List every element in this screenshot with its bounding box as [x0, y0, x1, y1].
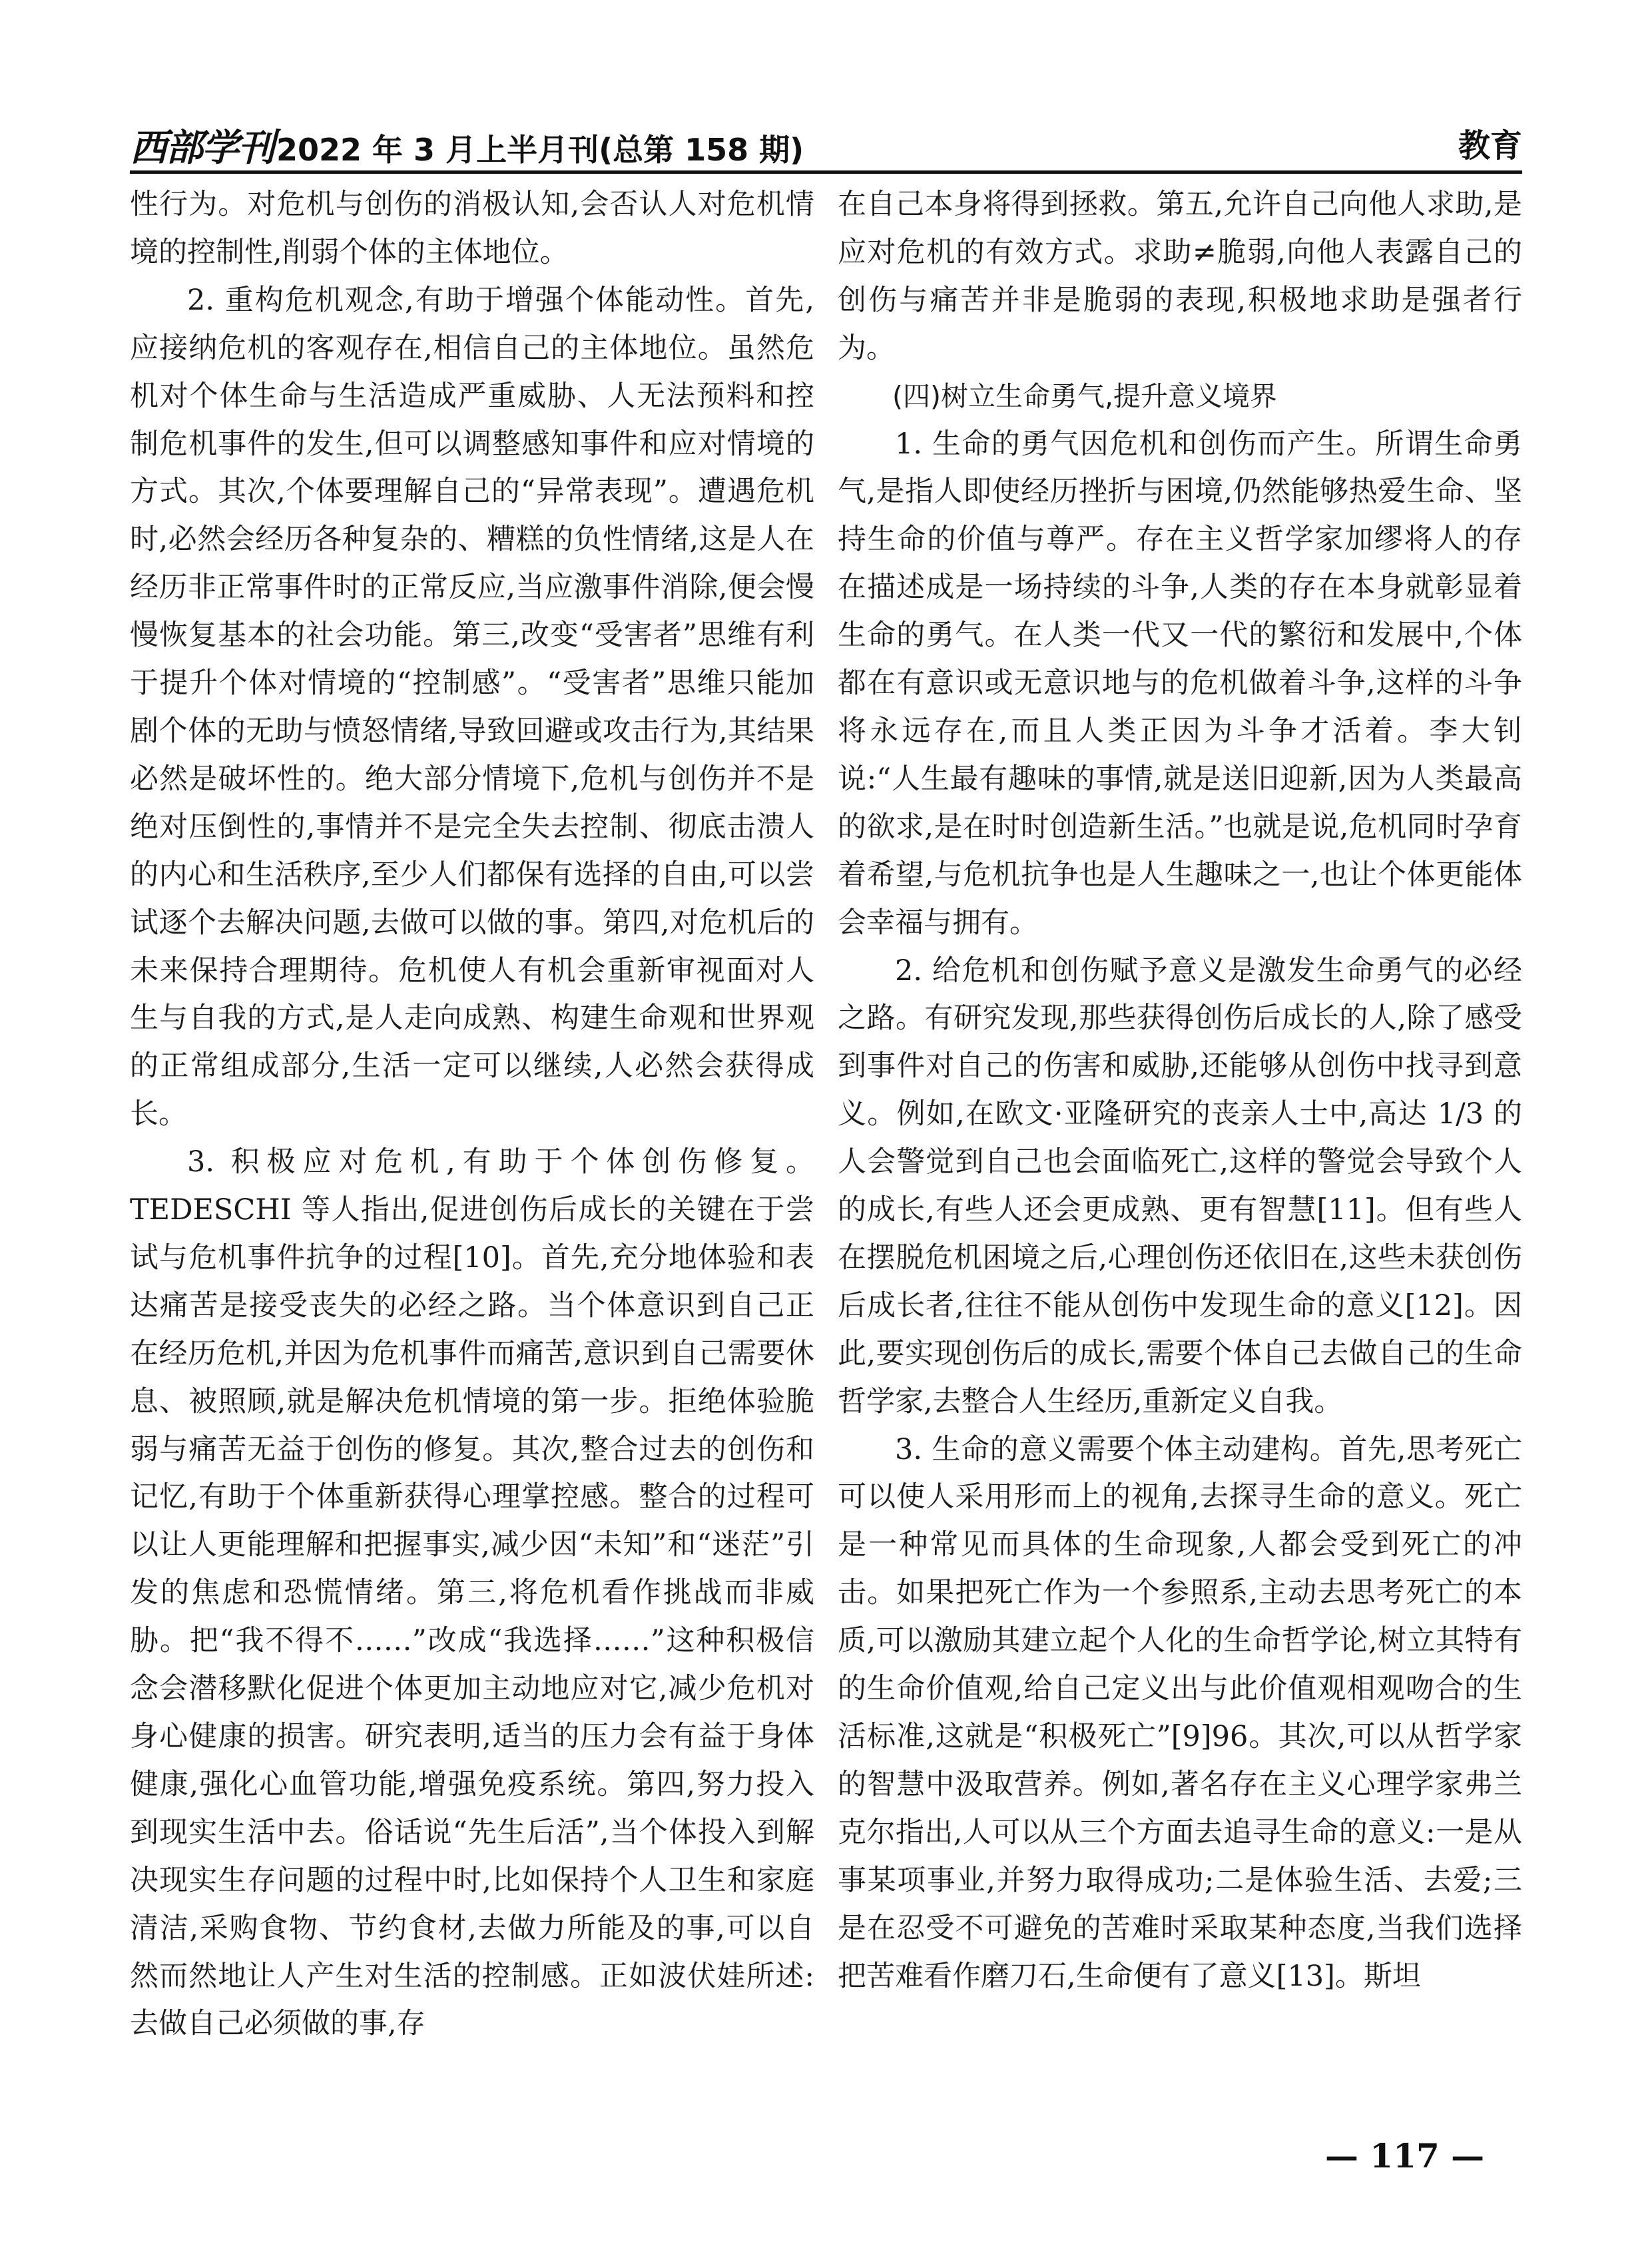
paragraph: 性行为。对危机与创伤的消极认知,会否认人对危机情境的控制性,削弱个体的主体地位。 [130, 188, 814, 269]
paragraph: 3. 积极应对危机,有助于个体创伤修复。TEDESCHI 等人指出,促进创伤后成长的关键在于尝试与危机事件抗争的过程[10]。首先,充分地体验和表达痛苦是接受丧失的必经之路。当个体意识到自己正在经历危机,并因为危机事件而痛苦,意识到自己需要休息、被照顾,就是解决危机情境的第一步。拒绝体验脆弱与痛苦无益于创伤的修复。其次,整合过去的创伤和记忆,有助于个体重新获得心理掌控感。整合的过程可以让人更能理解和把握事实,减少因“未知”和“迷茫”引发的焦虑和恐慌情绪。第三,将危机看作挑战而非威胁。把“我不得不……”改成“我选择……”这种积极信念会潜移默化促进个体更加主动地应对它,减少危机对身心健康的损害。研究表明,适当的压力会有益于身体健康,强化心血管功能,增强免疫系统。第四,努力投入到现实生活中去。俗话说“先生后活”,当个体投入到解决现实生存问题的过程中时,比如保持个人卫生和家庭清洁,采购食物、节约食材,去做力所能及的事,可以自然而然地让人产生对生活的控制感。正如波伏娃所述:去做自己必须做的事,存 [130, 1145, 814, 2041]
paragraph: 2. 给危机和创伤赋予意义是激发生命勇气的必经之路。有研究发现,那些获得创伤后成长的人,除了感受到事件对自己的伤害和威胁,还能够从创伤中找寻到意义。例如,在欧文·亚隆研究的丧亲人士中,高达 1/3 的人会警觉到自己也会面临死亡,这样的警觉会导致个人的成长,有些人还会更成熟、更有智慧[11]。但有些人在摆脱危机困境之后,心理创伤还依旧在,这些未获创伤后成长者,往往不能从创伤中发现生命的意义[12]。因此,要实现创伤后的成长,需要个体自己去做自己的生命哲学家,去整合人生经历,重新定义自我。 [838, 954, 1522, 1418]
section-label: 教育 [1458, 127, 1522, 164]
paragraph: 2. 重构危机观念,有助于增强个体能动性。首先,应接纳危机的客观存在,相信自己的主体地位。虽然危机对个体生命与生活造成严重威胁、人无法预料和控制危机事件的发生,但可以调整感知事件和应对情境的方式。其次,个体要理解自己的“异常表现”。遭遇危机时,必然会经历各种复杂的、糟糕的负性情绪,这是人在经历非正常事件时的正常反应,当应激事件消除,便会慢慢恢复基本的社会功能。第三,改变“受害者”思维有利于提升个体对情境的“控制感”。“受害者”思维只能加剧个体的无助与愤怒情绪,导致回避或攻击行为,其结果必然是破坏性的。绝大部分情境下,危机与创伤并不是绝对压倒性的,事情并不是完全失去控制、彻底击溃人的内心和生活秩序,至少人们都保有选择的自由,可以尝试逐个去解决问题,去做可以做的事。第四,对危机后的未来保持合理期待。危机使人有机会重新审视面对人生与自我的方式,是人走向成熟、构建生命观和世界观的正常组成部分,生活一定可以继续,人必然会获得成长。 [130, 283, 814, 1131]
right-column [838, 181, 1522, 2000]
issue-info: 2022 年 3 月上半月刊(总第 158 期) [276, 132, 804, 168]
page-number: — 117 — [1325, 2136, 1485, 2175]
paragraph: 3. 生命的意义需要个体主动建构。首先,思考死亡可以使人采用形而上的视角,去探寻生命的意义。死亡是一种常见而具体的生命现象,人都会受到死亡的冲击。如果把死亡作为一个参照系,主动去思考死亡的本质,可以激励其建立起个人化的生命哲学论,树立其特有的生命价值观,给自己定义出与此价值观相观吻合的生活标准,这就是“积极死亡”[9]96。其次,可以从哲学家的智慧中汲取营养。例如,著名存在主义心理学家弗兰克尔指出,人可以从三个方面去追寻生命的意义:一是从事某项事业,并努力取得成功;二是体验生活、去爱;三是在忍受不可避免的苦难时采取某种态度,当我们选择把苦难看作磨刀石,生命便有了意义[13]。斯坦 [838, 1432, 1522, 1993]
paragraph: 在自己本身将得到拯救。第五,允许自己向他人求助,是应对危机的有效方式。求助≠脆弱,向他人表露自己的创伤与痛苦并非是脆弱的表现,积极地求助是强者行为。 [838, 188, 1522, 365]
paragraph: 1. 生命的勇气因危机和创伤而产生。所谓生命勇气,是指人即使经历挫折与困境,仍然能够热爱生命、坚持生命的价值与尊严。存在主义哲学家加缪将人的存在描述成是一场持续的斗争,人类的存在本身就彰显着生命的勇气。在人类一代又一代的繁衍和发展中,个体都在有意识或无意识地与的危机做着斗争,这样的斗争将永远存在,而且人类正因为斗争才活着。李大钊说:“人生最有趣味的事情,就是送旧迎新,因为人类最高的欲求,是在时时创造新生活。”也就是说,危机同时孕育着希望,与危机抗争也是人生趣味之一,也让个体更能体会幸福与拥有。 [838, 427, 1522, 940]
header-rule [130, 170, 1522, 174]
left-column [130, 181, 814, 2048]
journal-logo: 西部学刊 [130, 126, 274, 170]
page-header [130, 107, 1522, 173]
section-heading: (四)树立生命勇气,提升意义境界 [892, 380, 1278, 412]
journal-masthead [130, 119, 804, 172]
